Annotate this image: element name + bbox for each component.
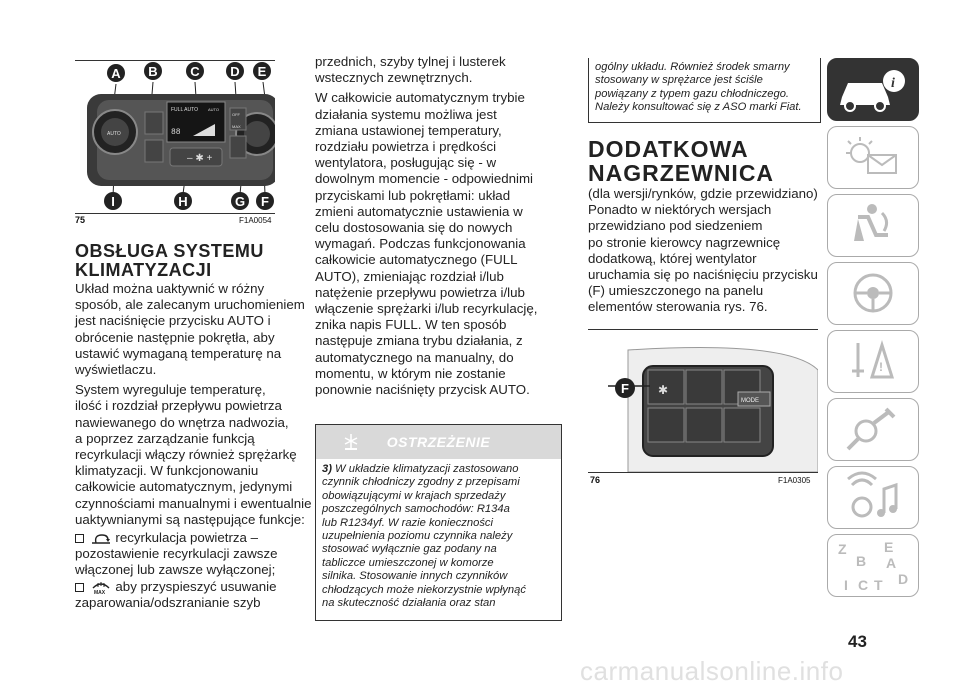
text-line: uruchamia się po naciśnięciu przycisku xyxy=(588,267,818,283)
tab-multimedia[interactable] xyxy=(827,466,919,529)
text-line: po stronie kierowcy nagrzewnicę xyxy=(588,234,781,250)
figure-bottom-rule xyxy=(588,472,818,473)
text-line: sposób, ale zalecanym uruchomieniem xyxy=(75,297,305,313)
text-line: na skuteczność działania oraz stan xyxy=(322,597,496,610)
svg-text:✱: ✱ xyxy=(658,383,669,397)
max-defrost-icon xyxy=(90,580,112,594)
text-line: stosować wyłącznie gaz podany na xyxy=(322,543,497,556)
tab-emergency[interactable] xyxy=(827,330,919,393)
title-line: KLIMATYZACJI xyxy=(75,260,212,280)
text-line: klimatyzacji. W funkcjonowaniu xyxy=(75,463,259,479)
text-line: AUTO), zmieniając rozdział i/lub xyxy=(315,268,504,284)
text-line: przyciskami lub pokrętłami: układ xyxy=(315,187,511,203)
text-line: Układ można uaktywnić w różny xyxy=(75,281,265,296)
text-line: jest naciśnięcie przycisku AUTO i xyxy=(75,313,271,329)
text-line: czynnik chłodniczy zgodny z przepisami xyxy=(322,476,520,489)
text-line: następuje zmiana trybu działania, z xyxy=(315,333,523,349)
maintenance-icon xyxy=(828,399,918,460)
text-line: całkowicie automatycznego (FULL xyxy=(315,252,518,268)
label-g: G xyxy=(231,192,249,210)
title-line: OBSŁUGA SYSTEMU xyxy=(75,241,264,261)
text-line: W całkowicie automatycznym trybie xyxy=(315,90,525,106)
snowflake-warning-icon xyxy=(343,433,359,451)
tab-maintenance[interactable] xyxy=(827,398,919,461)
bullet-square-icon xyxy=(75,583,84,592)
panel-auto-left: AUTO xyxy=(107,131,121,137)
label-e: E xyxy=(253,62,271,80)
tab-warning-lights[interactable] xyxy=(827,126,919,189)
warning-box-continued xyxy=(588,58,821,123)
text-line: recyrkulacji włączy również sprężarkę xyxy=(75,447,297,463)
index-letter: T xyxy=(874,577,883,593)
warning-number: 3) xyxy=(322,463,332,475)
text-line: poszczególnych samochodów: R134a xyxy=(322,503,510,516)
panel-full-auto: FULL AUTO xyxy=(171,107,198,113)
label-h: H xyxy=(174,192,192,210)
figure-76 xyxy=(588,330,818,472)
figure-number: 76 xyxy=(590,475,601,485)
index-letter: E xyxy=(884,539,894,555)
text-line: włączonej lub zawsze wyłączonej; xyxy=(75,562,276,578)
text-line: ustawić wymaganą temperaturę na xyxy=(75,345,282,361)
paragraph xyxy=(315,90,565,398)
paragraph xyxy=(315,54,565,86)
tab-safety[interactable] xyxy=(827,194,919,257)
svg-text:88: 88 xyxy=(171,128,181,137)
section-title-climate xyxy=(75,242,295,280)
section1-body xyxy=(75,281,315,611)
text-line: włączenie sprężarki i/lub recyrkulację, xyxy=(315,301,538,317)
bullet-text: recyrkulacja powietrza – xyxy=(115,530,259,546)
section-title-auxiliary-heater xyxy=(588,137,818,185)
text-line: czynnościami manualnymi i ewentualnie xyxy=(75,495,312,511)
title-line: DODATKOWA xyxy=(588,136,749,162)
text-line: uzupełnienia poziomu czynnika należy xyxy=(322,530,513,543)
text-line: wentylatora, posługując się - w xyxy=(315,155,497,171)
text-line: celu dostosowania się do nowych xyxy=(315,220,513,236)
tab-starting-driving[interactable] xyxy=(827,262,919,325)
text-line: wyświetlaczu. xyxy=(75,362,157,378)
text-line: W układzie klimatyzacji zastosowano xyxy=(331,463,519,475)
bullet-recirculation xyxy=(75,530,315,579)
figure-code: F1A0054 xyxy=(239,216,272,225)
text-line: tabliczce umieszczonej w komorze xyxy=(322,556,494,569)
text-line: Ponadto w niektórych wersjach xyxy=(588,202,772,218)
heater-button-illustration xyxy=(588,330,818,472)
label-f: F xyxy=(256,192,274,210)
paragraph xyxy=(75,281,315,378)
text-line: dodatkową, której wentylator xyxy=(588,250,757,266)
panel-max: MAX xyxy=(232,124,241,129)
warning-text-continued xyxy=(589,58,820,119)
text-line: rozdziału powietrza i prędkości xyxy=(315,139,497,155)
svg-text:i: i xyxy=(891,76,895,91)
text-line: znika napis FULL. W ten sposób xyxy=(315,317,507,333)
text-line: powiązany z typem gazu chłodniczego. xyxy=(595,87,790,100)
text-line: zmieni automatycznie ustawienia w xyxy=(315,203,523,219)
svg-text:– ✱ +: – ✱ + xyxy=(187,153,213,164)
text-line: ogólny układu. Również środek smarny xyxy=(595,61,790,73)
text-line: chłodzących może niekorzystnie wpłynąć xyxy=(322,583,526,596)
bullet-max-defrost xyxy=(75,579,315,611)
label-b: B xyxy=(144,62,162,80)
bullet-text: aby przyspieszyć usuwanie xyxy=(115,578,277,594)
text-line: pozostawienie recyrkulacji zawsze xyxy=(75,546,278,562)
text-line: obrócenie następnie pokrętła, aby xyxy=(75,329,275,345)
text-line: elementów sterowania rys. 76. xyxy=(588,299,768,315)
watermark: carmanualsonline.info xyxy=(580,656,844,686)
label-c: C xyxy=(186,62,204,80)
text-line: działania systemu możliwa jest xyxy=(315,106,497,122)
text-line: lub R1234yf. W razie konieczności xyxy=(322,516,493,529)
text-line: natężenie przepływu powietrza i/lub xyxy=(315,284,525,300)
svg-text:!: ! xyxy=(879,360,883,374)
label-f: F xyxy=(615,378,635,398)
text-line: ilość i rozdział przepływu powietrza xyxy=(75,398,282,414)
text-line: wstecznych zewnętrznych. xyxy=(315,70,473,86)
text-line: silnika. Stosowanie innych czynników xyxy=(322,570,508,583)
page-number: 43 xyxy=(848,632,867,651)
car-info-icon xyxy=(828,59,918,120)
steering-wheel-icon xyxy=(828,263,918,324)
warning-title: OSTRZEŻENIE xyxy=(386,434,491,450)
text-line: dowolnym momencie - odpowiednimi xyxy=(315,171,534,187)
warning-text xyxy=(316,459,561,614)
title-line: NAGRZEWNICA xyxy=(588,160,775,186)
text-line: System wyreguluje temperaturę, xyxy=(75,382,266,398)
paragraph xyxy=(75,382,315,528)
panel-off: OFF xyxy=(232,112,240,117)
index-letter: I xyxy=(844,577,848,593)
text-line: całkowicie automatycznym, jedynymi xyxy=(75,479,293,495)
tab-car-info[interactable] xyxy=(827,58,919,121)
text-line: ponownie naciśnięty przycisk AUTO. xyxy=(315,382,530,398)
warning-box xyxy=(315,424,562,621)
index-letter: C xyxy=(858,577,869,593)
tab-index[interactable] xyxy=(827,534,919,597)
section2-body xyxy=(588,186,823,316)
section1-continued xyxy=(315,54,565,402)
warning-header xyxy=(316,425,561,459)
emergency-icon xyxy=(828,331,918,392)
figure-75 xyxy=(75,54,275,214)
text-line: nawiewanego do wnętrza nadwozia, xyxy=(75,414,289,430)
figure-top-rule xyxy=(75,60,275,61)
mode-label: MODE xyxy=(741,398,759,404)
text-line: (dla wersji/rynków, gdzie przewidziano) xyxy=(588,186,818,201)
text-line: Należy konsultować się z ASO marki Fiat. xyxy=(595,101,802,114)
climate-panel-illustration xyxy=(75,54,275,214)
index-letter: Z xyxy=(838,541,847,557)
text-line: zaparowania/odszranianie szyb xyxy=(75,594,261,610)
text-line: przewidziano pod siedzeniem xyxy=(588,218,763,234)
warning-lights-icon xyxy=(828,127,918,188)
index-letter: D xyxy=(898,571,909,587)
panel-auto-right: AUTO xyxy=(208,107,220,112)
text-line: obowiązującymi w krajach sprzedaży xyxy=(322,489,506,502)
label-a: A xyxy=(107,64,125,82)
airbag-seat-icon xyxy=(828,195,918,256)
text-line: a poprzez zarządzanie funkcją xyxy=(75,430,255,446)
recirculation-icon xyxy=(90,533,112,545)
text-line: przednich, szyby tylnej i lusterek xyxy=(315,54,506,69)
index-letter: B xyxy=(856,553,867,569)
text-line: automatycznego na manualny, do xyxy=(315,349,514,365)
text-line: uaktywnianymi są następujące funkcje: xyxy=(75,511,305,527)
label-d: D xyxy=(226,62,244,80)
index-letter: A xyxy=(886,555,897,571)
text-line: zmiana ustawionej temperatury, xyxy=(315,122,502,138)
label-i: I xyxy=(104,192,122,210)
bullet-square-icon xyxy=(75,534,84,543)
figure-number: 75 xyxy=(75,215,86,225)
svg-text:MAX: MAX xyxy=(93,590,105,595)
figure-bottom-rule xyxy=(75,213,275,214)
text-line: (F) umieszczonego na panelu xyxy=(588,283,764,299)
text-line: stosowany w sprężarce jest ściśle xyxy=(595,74,763,87)
text-line: momentu, w którym nie zostanie xyxy=(315,365,506,381)
text-line: wymagań. Podczas funkcjonowania xyxy=(315,236,526,252)
figure-code: F1A0305 xyxy=(778,476,811,485)
multimedia-icon xyxy=(828,467,918,528)
